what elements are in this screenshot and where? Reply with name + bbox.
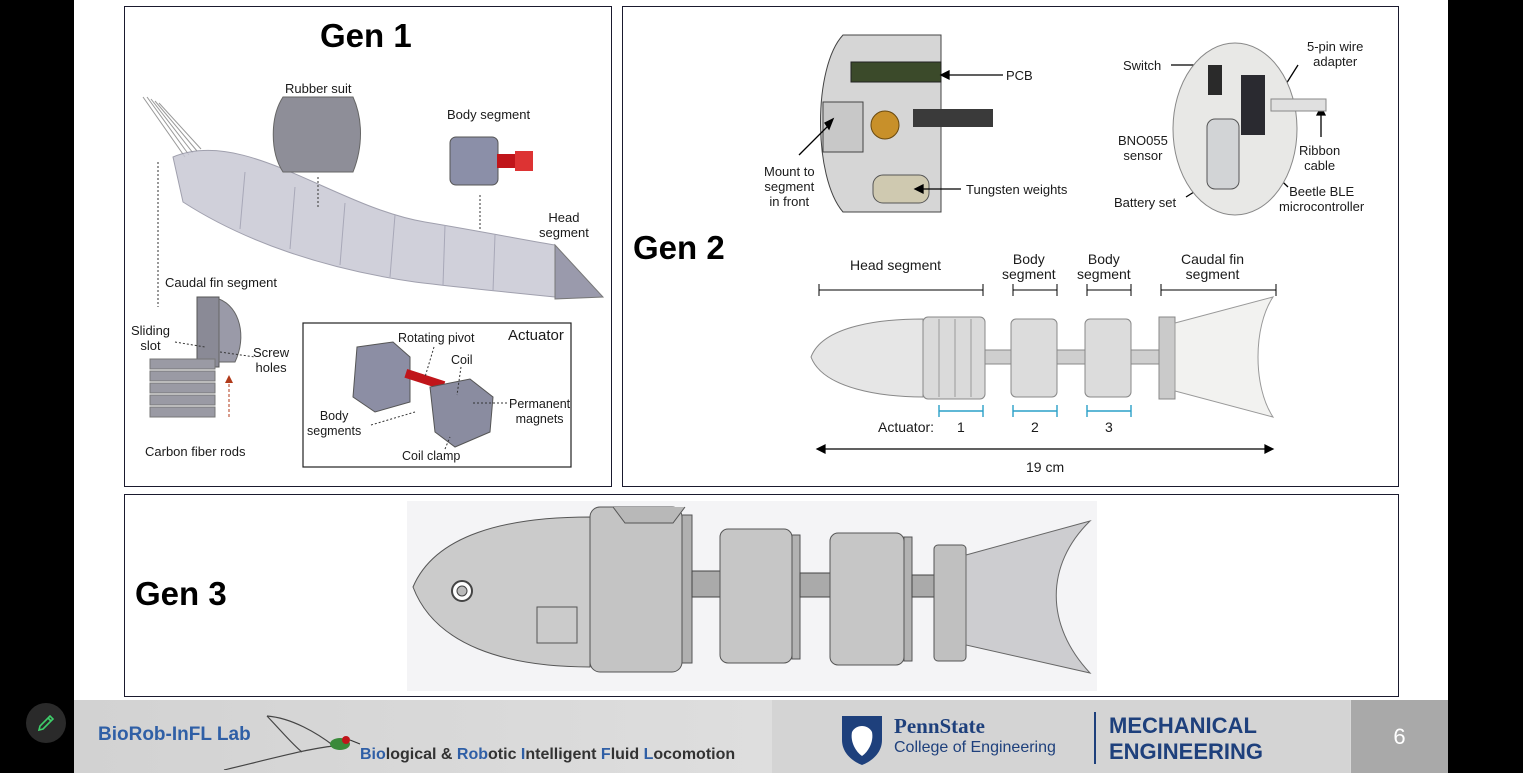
gen1-rotating-pivot-label: Rotating pivot — [398, 331, 475, 345]
gen1-sliding-slot-label: Sliding slot — [131, 323, 171, 353]
hummingbird-logo-icon — [222, 708, 362, 770]
gen2-ribbon-cable-label: Ribbon cable — [1299, 143, 1341, 173]
footer-divider — [1094, 712, 1096, 764]
gen2-actuator-2: 2 — [1031, 419, 1039, 435]
gen1-carbon-fiber-label: Carbon fiber rods — [145, 444, 246, 459]
footer-university-area — [772, 700, 1350, 773]
slide-footer — [74, 700, 1448, 773]
gen2-mount-label: Mount to segment in front — [764, 164, 815, 209]
gen2-pcb-label: PCB — [1006, 68, 1033, 83]
gen1-coil-clamp-label: Coil clamp — [402, 449, 461, 463]
gen2-panel — [622, 6, 1399, 487]
gen2-caudal-fin-label: Caudal fin segment — [1181, 251, 1245, 282]
lab-name: BioRob-InFL Lab — [98, 724, 251, 745]
gen2-head-segment-label: Head segment — [850, 257, 942, 273]
gen2-switch-label: Switch — [1123, 58, 1162, 73]
edit-button[interactable] — [26, 703, 66, 743]
university-name: PennState — [894, 714, 985, 738]
page-number: 6 — [1351, 700, 1448, 773]
gen2-actuator-1: 1 — [957, 419, 965, 435]
gen2-wire-adapter-label: 5-pin wire adapter — [1307, 39, 1364, 69]
gen1-head-segment-label: Head segment — [539, 210, 589, 240]
gen3-title: Gen 3 — [135, 575, 227, 612]
gen2-battery-set-label: Battery set — [1114, 195, 1177, 210]
gen2-bno055-label: BNO055 sensor — [1118, 133, 1168, 163]
gen1-panel — [124, 6, 612, 487]
gen1-coil-label: Coil — [451, 353, 473, 367]
college-name: College of Engineering — [894, 739, 1056, 756]
pencil-icon — [36, 713, 56, 733]
penn-state-shield-icon — [838, 712, 886, 766]
gen1-screw-holes-label: Screw holes — [253, 345, 290, 375]
slide — [74, 0, 1448, 700]
gen1-rubber-suit-label: Rubber suit — [285, 81, 352, 96]
footer-lab-area — [74, 700, 772, 773]
department-name: MECHANICAL ENGINEERING — [1109, 713, 1264, 764]
gen1-body-segment-label: Body segment — [447, 107, 531, 122]
gen2-body-segment-2-label: Body segment — [1077, 251, 1131, 282]
gen1-caudal-fin-label: Caudal fin segment — [165, 275, 278, 290]
gen2-length-label: 19 cm — [1026, 459, 1065, 475]
gen1-permanent-magnets-label: Permanent magnets — [509, 397, 571, 426]
gen2-beetle-label: Beetle BLE microcontroller — [1279, 184, 1365, 214]
gen1-body-segments-label: Body segments — [307, 409, 362, 438]
gen2-body-segment-1-label: Body segment — [1002, 251, 1056, 282]
gen3-panel — [124, 494, 1399, 697]
gen2-tungsten-label: Tungsten weights — [966, 182, 1068, 197]
gen2-actuator-label: Actuator: — [878, 419, 935, 435]
lab-tagline: Biological & Robotic Intelligent Fluid Locomotion — [360, 746, 736, 763]
gen1-title: Gen 1 — [320, 17, 412, 54]
gen2-title: Gen 2 — [633, 229, 725, 266]
gen3-figure — [125, 495, 1399, 697]
gen1-actuator-label: Actuator — [508, 327, 564, 344]
gen2-actuator-3: 3 — [1105, 419, 1113, 435]
